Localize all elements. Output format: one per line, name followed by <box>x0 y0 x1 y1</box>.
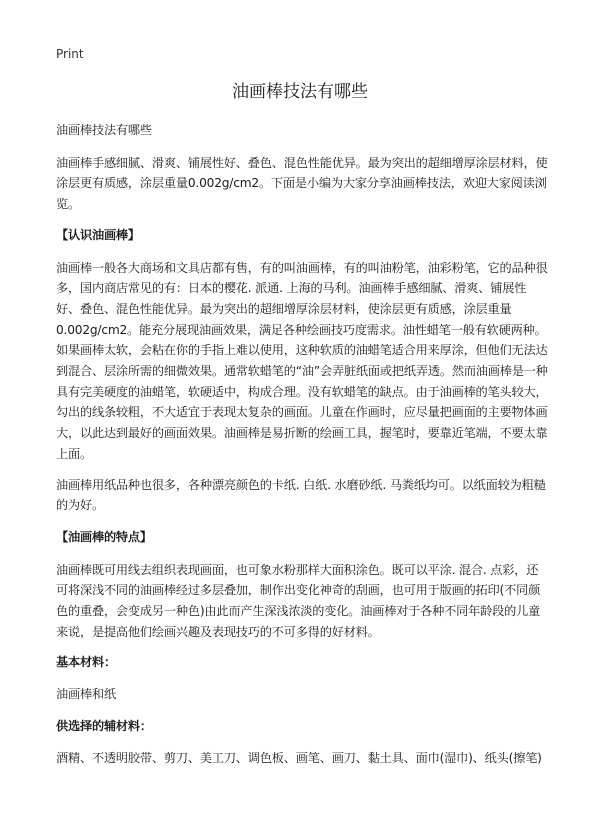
intro-paragraph: 油画棒手感细腻、滑爽、铺展性好、叠色、混色性能优异。最为突出的超细增厚涂层材料，使涂层更有质感，涂层重量0.002g/cm2。下面是小编为大家分享油画棒技法，欢迎大家阅读浏览。 <box>56 155 548 212</box>
section-heading-features: 【油画棒的特点】 <box>56 529 152 544</box>
optional-materials-heading: 供选择的辅材料： <box>56 718 152 733</box>
section-know-paragraph-2: 油画棒用纸品种也很多，各种漂亮颜色的卡纸. 白纸. 水磨砂纸. 马粪纸均可。以纸面较为粗糙的为好。 <box>56 477 546 513</box>
article-body <box>56 120 548 778</box>
section-features-paragraph: 油画棒既可用线去组织表现画面，也可象水粉那样大面积涂色。既可以平涂. 混合. 点彩，还可将深浅不同的油画棒经过多层叠加，制作出变化神奇的刮画，也可用于版画的拓印(不同颜色的重叠，会变成另一种色)由此而产生深浅浓淡的变化。油画棒对于各种不同年龄段的儿童来说，是提高他们绘画兴趣及表现技巧的不可多得的好材料。 <box>56 562 541 639</box>
section-know-paragraph-1: 油画棒一般各大商场和文具店都有售，有的叫油画棒，有的叫油粉笔，油彩粉笔，它的品种很多，国内商店常见的有：日本的樱花. 派通. 上海的马利。油画棒手感细腻、滑爽、铺展性好、叠色、混色性能优异。最为突出的超细增厚涂层材料，使涂层更有质感，涂层重量0.002g/cm2。能充分展现油画效果，满足各种绘画技巧度需求。油性蜡笔一般有软硬两种。如果画棒太软，会粘在你的手指上难以使用，这种软质的油蜡笔适合用来厚涂，但他们无法达到混合、层涂所需的细微效果。通常软蜡笔的“油”会弄脏纸面或把纸弄透。然而油画棒是一种具有完美硬度的油蜡笔，软硬适中，构成合理。没有软蜡笔的缺点。由于油画棒的笔头较大，勾出的线条较粗，不大适宜于表现太复杂的画面。儿童在作画时，应尽量把画面的主要物体画大，以此达到最好的画面效果。油画棒是易折断的绘画工具，握笔时，要靠近笔端，不要太靠上面。 <box>56 260 548 461</box>
page-title: 油画棒技法有哪些 <box>232 82 368 102</box>
article-subtitle: 油画棒技法有哪些 <box>56 123 152 137</box>
basic-materials-heading: 基本材料： <box>56 655 116 670</box>
section-heading-know: 【认识油画棒】 <box>56 227 140 242</box>
optional-materials-text: 酒精、不透明胶带、剪刀、美工刀、调色板、画笔、画刀、黏土具、面巾(湿巾)、纸头(擦笔) <box>56 750 542 765</box>
basic-materials-text: 油画棒和纸 <box>56 687 116 702</box>
print-link[interactable]: Print <box>56 47 84 61</box>
